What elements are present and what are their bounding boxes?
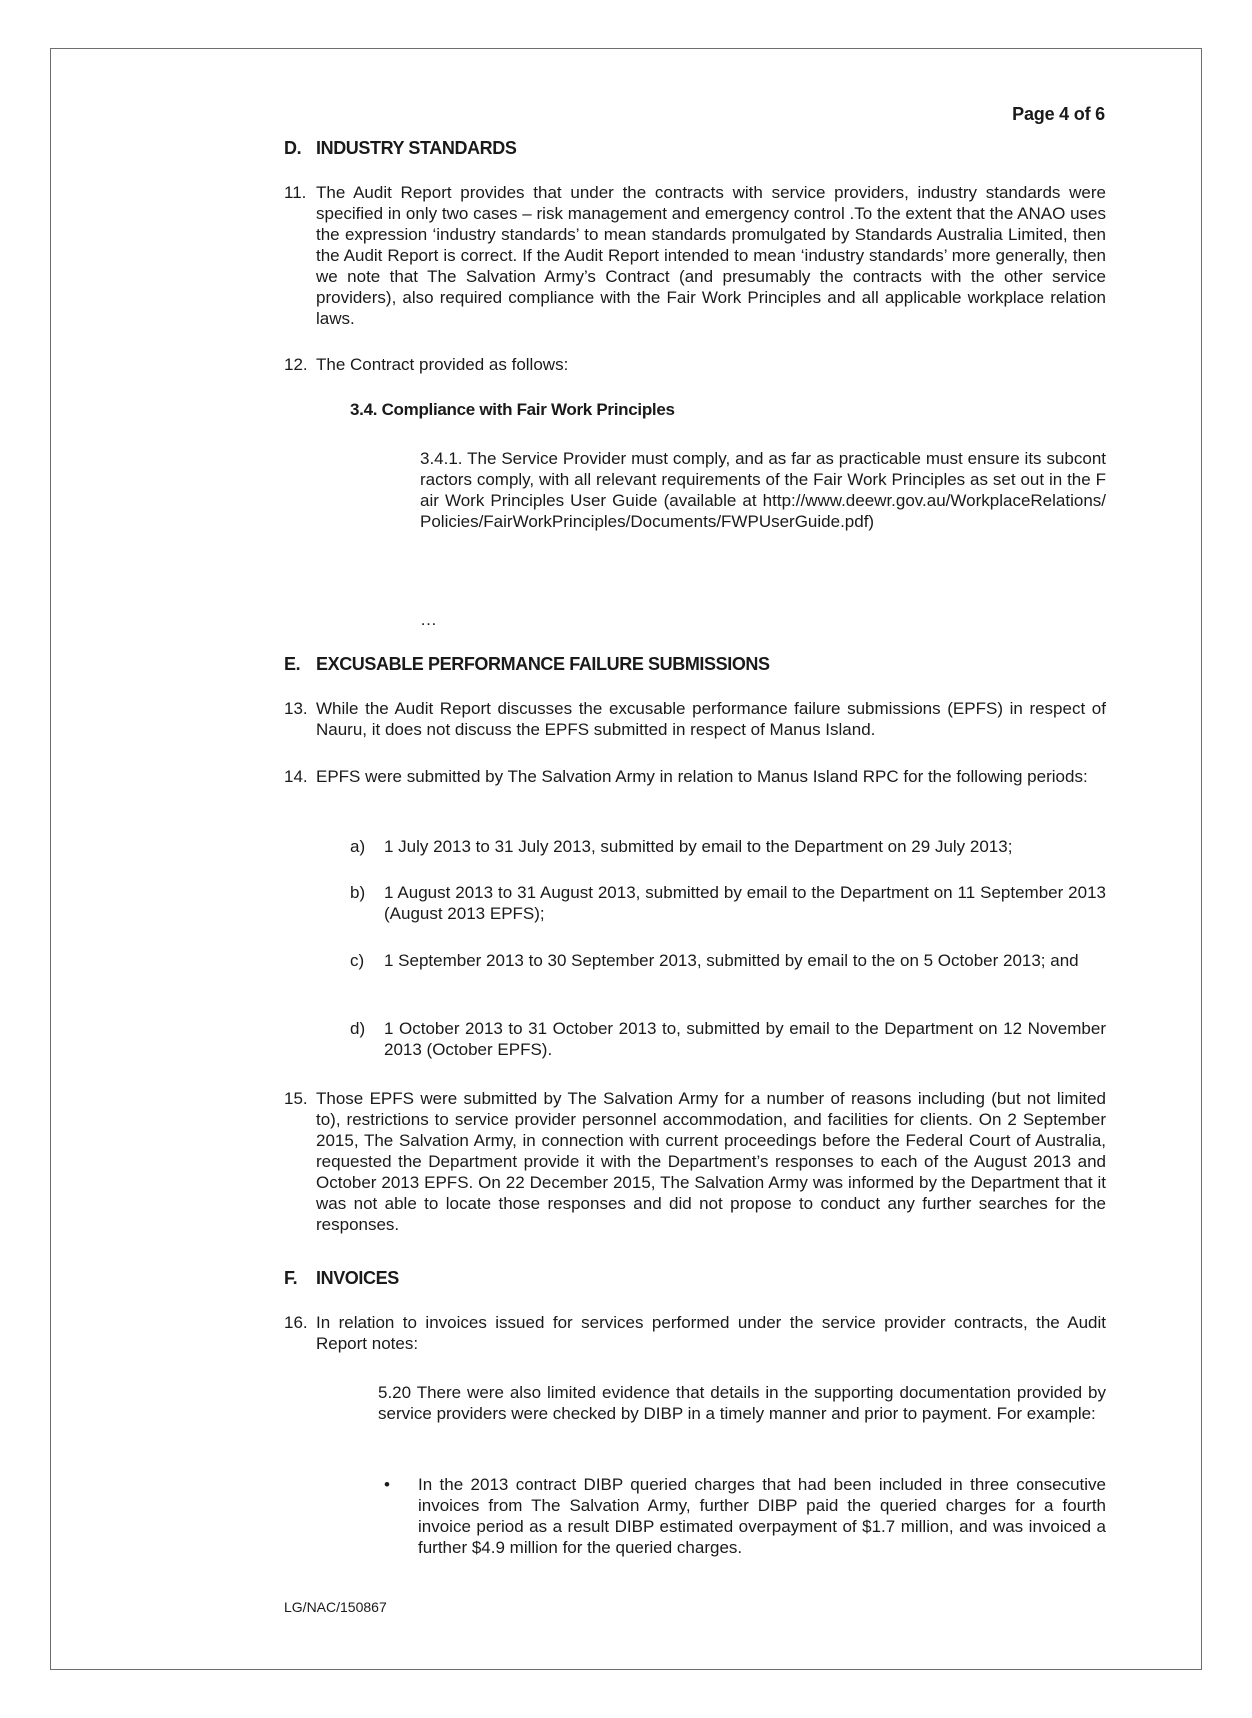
paragraph-number: 14. <box>284 767 308 786</box>
section-f-heading <box>284 1268 399 1289</box>
epfs-period-item <box>350 836 1106 857</box>
paragraph-text: In relation to invoices issued for services performed under the service provider contracts, the Audit Report notes: <box>316 1313 1106 1353</box>
section-title: EXCUSABLE PERFORMANCE FAILURE SUBMISSIONS <box>316 654 770 674</box>
paragraph-number: 11. <box>284 183 307 202</box>
clause-heading: 3.4. Compliance with Fair Work Principles <box>350 400 675 419</box>
paragraph-text: Those EPFS were submitted by The Salvation Army for a number of reasons including (but not limited to), restrictions to service provider personnel accommodation, and facilities for clients. On 2 September 2015, The Salvation Army, in connection with current proceedings before the Federal Court of Australia, requested the Department provide it with the Department’s responses to each of the August 2013 and October 2013 EPFS. On 22 December 2015, The Salvation Army was informed by the Department that it was not able to locate those responses and did not propose to conduct any further searches for the responses. <box>316 1089 1106 1234</box>
paragraph-number: 12. <box>284 355 308 374</box>
paragraph-13 <box>284 698 1106 740</box>
document-reference: LG/NAC/150867 <box>284 1599 387 1615</box>
audit-quote: 5.20 There were also limited evidence that details in the supporting documentation provided by service providers were checked by DIBP in a timely manner and prior to payment. For example: <box>378 1383 1106 1423</box>
paragraph-14 <box>284 766 1106 787</box>
section-letter: F. <box>284 1268 298 1288</box>
epfs-period-item <box>350 1018 1106 1060</box>
section-title: INDUSTRY STANDARDS <box>316 138 517 158</box>
clause-text <box>420 448 1106 532</box>
clause-body: 3.4.1. The Service Provider must comply, and as far as practicable must ensure its subcontractors comply, with all relevant requirements of the Fair Work Principles as set out in the Fair Work Principles User Guide (available at http://www.deewr.gov.au/WorkplaceRelations/Policies/FairWorkPrinciples/Documents/FWPUserGuide.pdf) <box>420 449 1106 531</box>
list-label: d) <box>350 1019 366 1038</box>
paragraph-11 <box>284 182 1106 329</box>
section-letter: D. <box>284 138 302 158</box>
list-text: 1 October 2013 to 31 October 2013 to, submitted by email to the Department on 12 November 2013 (October EPFS). <box>384 1019 1106 1059</box>
bullet-text: In the 2013 contract DIBP queried charges that had been included in three consecutive invoices from The Salvation Army, further DIBP paid the queried charges for a fourth invoice period as a result DIBP estimated overpayment of $1.7 million, and was invoiced a further $4.9 million for the queried charges. <box>418 1475 1106 1557</box>
paragraph-text: The Contract provided as follows: <box>316 355 569 374</box>
audit-quote-bullet <box>378 1474 1106 1558</box>
list-text: 1 August 2013 to 31 August 2013, submitted by email to the Department on 11 September 2013 (August 2013 EPFS); <box>384 883 1106 923</box>
bullet-mark: • <box>384 1475 390 1494</box>
section-e-heading <box>284 654 770 675</box>
paragraph-16 <box>284 1312 1106 1354</box>
list-label: a) <box>350 837 366 856</box>
list-text: 1 September 2013 to 30 September 2013, submitted by email to the on 5 October 2013; and <box>384 951 1079 970</box>
list-label: c) <box>350 951 365 970</box>
epfs-period-item <box>350 882 1106 924</box>
list-label: b) <box>350 883 366 902</box>
section-d-heading <box>284 138 516 159</box>
paragraph-number: 13. <box>284 699 308 718</box>
clause-ellipsis: … <box>420 610 437 629</box>
epfs-period-item <box>350 950 1106 971</box>
paragraph-text: EPFS were submitted by The Salvation Army in relation to Manus Island RPC for the following periods: <box>316 767 1088 786</box>
paragraph-text: While the Audit Report discusses the excusable performance failure submissions (EPFS) in respect of Nauru, it does not discuss the EPFS submitted in respect of Manus Island. <box>316 699 1106 739</box>
list-text: 1 July 2013 to 31 July 2013, submitted by email to the Department on 29 July 2013; <box>384 837 1013 856</box>
section-title: INVOICES <box>316 1268 399 1288</box>
section-letter: E. <box>284 654 301 674</box>
page-number: Page 4 of 6 <box>1012 104 1105 124</box>
paragraph-number: 15. <box>284 1089 308 1108</box>
paragraph-text: The Audit Report provides that under the contracts with service providers, industry standards were specified in only two cases – risk management and emergency control .To the extent that the ANAO uses the expression ‘industry standards’ to mean standards promulgated by Standards Australia Limited, then the Audit Report is correct. If the Audit Report intended to mean ‘industry standards’ more generally, then we note that The Salvation Army’s Contract (and presumably the contracts with the other service providers), also required compliance with the Fair Work Principles and all applicable workplace relation laws. <box>316 183 1106 328</box>
paragraph-15 <box>284 1088 1106 1235</box>
paragraph-number: 16. <box>284 1313 308 1332</box>
paragraph-12 <box>284 354 1106 375</box>
